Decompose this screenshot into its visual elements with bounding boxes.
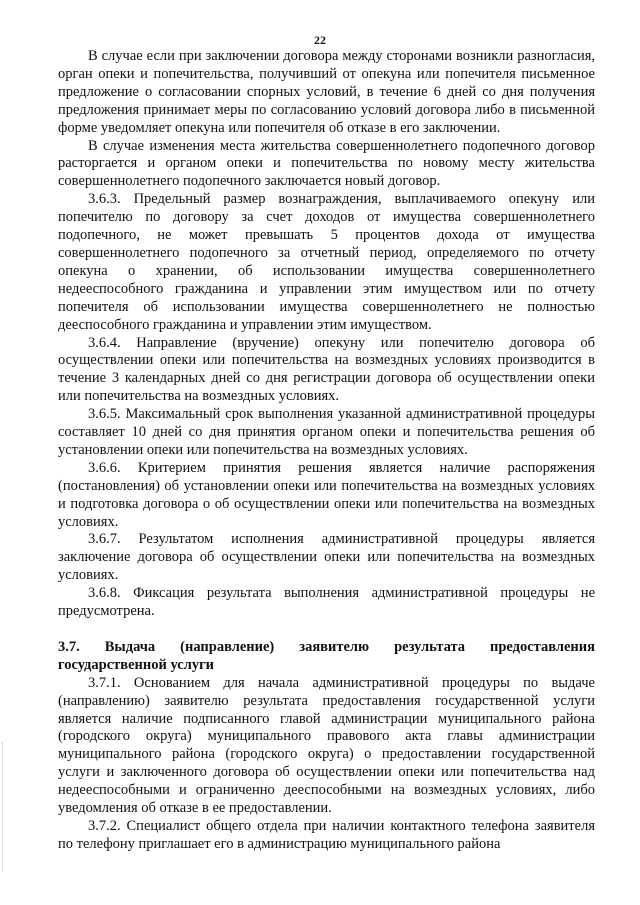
paragraph-3-6-4: 3.6.4. Направление (вручение) опекуну или попечителю договора об осуществлении опеки или попечительства на возмездных условиях производится в течение 3 календарных дней со дня регистрации договора об осуществлении опеки или попечительства на возмездных условиях.: [58, 334, 595, 405]
paragraph-3-6-5: 3.6.5. Максимальный срок выполнения указанной административной процедуры составляет 10 дней со дня принятия органом опеки и попечительства решения об установлении опеки или попечительства на возмездных условиях.: [58, 406, 595, 458]
paragraph-3-6-3: 3.6.3. Предельный размер вознаграждения, выплачиваемого опекуну или попечителю по договору за счет доходов от имущества совершеннолетнего подопечного, не может превышать 5 процентов дохода от имущества совершеннолетнего подопечного за отчетный период, определяемого по отчету опекуна о хранении, об использовании имущества совершеннолетнего недееспособного гражданина и управлении этим имуществом или по отчету попечителя об использовании имущества совершеннолетнего не полностью дееспособного гражданина и управлении этим имуществом.: [58, 191, 595, 333]
paragraph-3-6-6: 3.6.6. Критерием принятия решения является наличие распоряжения (постановления) об установлении опеки или попечительства на возмездных условиях и подготовка договора о об осуществлении опеки или попечительства на возмездных условиях.: [58, 459, 595, 530]
section-heading-3-7: 3.7. Выдача (направление) заявителю результата предоставления государственной услуги: [58, 638, 595, 673]
paragraph-3-6-7: 3.6.7. Результатом исполнения административной процедуры является заключение договора об осуществлении опеки или попечительства на возмездных условиях.: [58, 531, 595, 584]
scan-margin-marks: [2, 742, 9, 872]
paragraph-residence-change: В случае изменения места жительства совершеннолетнего подопечного договор расторгается и органом опеки и попечительства по новому месту жительства совершеннолетнего подопечного заключается новый договор.: [58, 137, 595, 190]
page-number: 22: [314, 33, 326, 47]
paragraph-3-6-8: 3.6.8. Фиксация результата выполнения административной процедуры не предусмотрена.: [58, 585, 595, 620]
paragraph-3-7-2: 3.7.2. Специалист общего отдела при наличии контактного телефона заявителя по телефону приглашает его в администрацию муниципального района: [58, 817, 595, 852]
document-body: [58, 48, 595, 854]
paragraph-disagreement: В случае если при заключении договора между сторонами возникли разногласия, орган опеки и попечительства, получивший от опекуна или попечителя письменное предложение о согласовании спорных условий, в течение 6 дней со дня получения предложения принимает меры по согласованию условий договора либо в письменной форме уведомляет опекуна или попечителя об отказе в его заключении.: [58, 48, 595, 136]
paragraph-3-7-1: 3.7.1. Основанием для начала административной процедуры по выдаче (направлению) заявителю результата предоставления государственной услуги является наличие подписанного главой администрации муниципального района (городского округа) муниципального правового акта главы администрации муниципального района (городского округа) о предоставлении государственной услуги и заключенного договора об осуществлении опеки или попечительства над недееспособными и ограниченно дееспособными на возмездных условиях, либо уведомления об отказе в ее предоставлении.: [58, 674, 595, 817]
